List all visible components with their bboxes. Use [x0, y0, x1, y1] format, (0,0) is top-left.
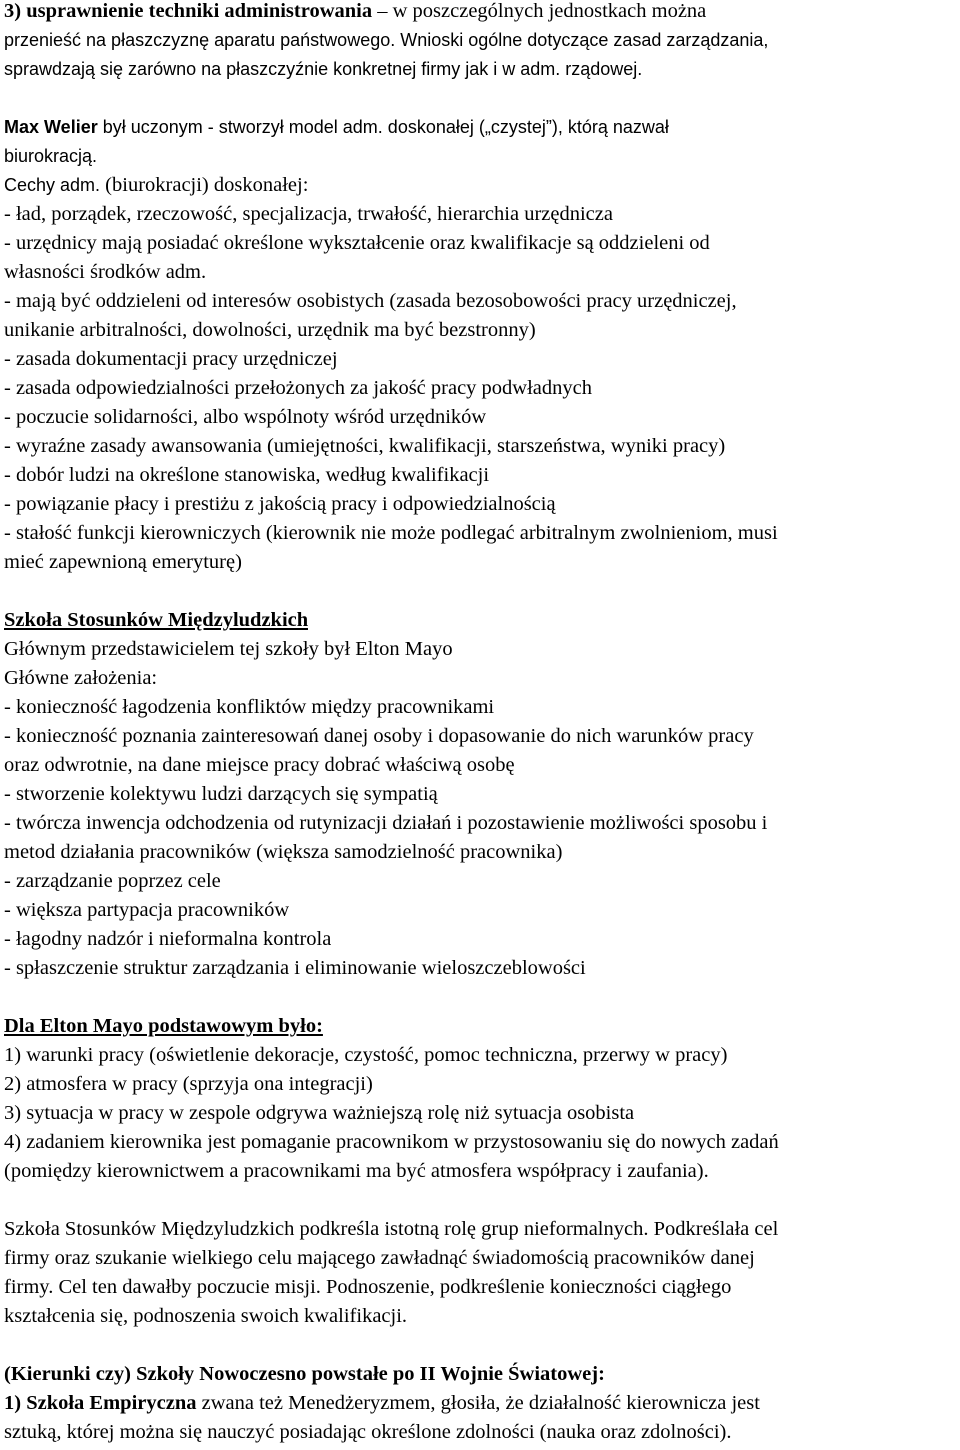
szkola-line: - łagodny nadzór i nieformalna kontrola [4, 928, 332, 950]
cechy-line: unikanie arbitralności, dowolności, urzędnik ma być bezstronny) [4, 319, 536, 341]
cechy-line: - powiązanie płacy i prestiżu z jakością pracy i odpowiedzialnością [4, 493, 556, 515]
cechy-line: mieć zapewnioną emeryturę) [4, 551, 242, 573]
weber-name: Max Welier [4, 117, 98, 137]
cechy-heading [4, 171, 308, 200]
section3-line3: sprawdzają się zarówno na płaszczyźnie konkretnej firmy jak i w adm. rządowej. [4, 59, 643, 79]
cechy-label: Cechy adm. [4, 175, 101, 195]
paragraph-line: firmy oraz szukanie wielkiego celu mającego zawładnąć świadomością pracowników danej [4, 1247, 755, 1269]
cechy-line: własności środków adm. [4, 261, 207, 283]
cechy-line: - zasada dokumentacji pracy urzędniczej [4, 348, 338, 370]
szkola-line: - konieczność łagodzenia konfliktów między pracownikami [4, 696, 495, 718]
section3-heading: usprawnienie techniki administrowania [26, 0, 373, 22]
szkola-line: Głównym przedstawicielem tej szkoły był Elton Mayo [4, 638, 453, 660]
szkola-line: - konieczność poznania zainteresowań danej osoby i dopasowanie do nich warunków pracy [4, 725, 754, 747]
szkola-line: Główne założenia: [4, 667, 158, 689]
szkola-line: - spłaszczenie struktur zarządzania i eliminowanie wieloszczeblowości [4, 957, 586, 979]
cechy-line: - dobór ludzi na określone stanowiska, według kwalifikacji [4, 464, 490, 486]
nowoczesne-item1-text: zwana też Menedżeryzmem, głosiła, że działalność kierownicza jest [196, 1392, 760, 1414]
section3-lead-text: – w poszczególnych jednostkach można [372, 0, 707, 22]
szkola-line: - twórcza inwencja odchodzenia od rutynizacji działań i pozostawienie możliwości sposobu i [4, 812, 768, 834]
section3-line2: przenieść na płaszczyznę aparatu państwowego. Wnioski ogólne dotyczące zasad zarządzania, [4, 30, 769, 50]
weber-line1-text: był uczonym - stworzył model adm. doskonałej („czystej”), którą nazwał [97, 117, 669, 137]
cechy-line: - urzędnicy mają posiadać określone wykształcenie oraz kwalifikacje są oddzieleni od [4, 232, 710, 254]
section3-number: 3) [4, 0, 22, 22]
paragraph-line: Szkoła Stosunków Międzyludzkich podkreśla istotną rolę grup nieformalnych. Podkreślała cel [4, 1218, 779, 1240]
cechy-line: - ład, porządek, rzeczowość, specjalizacja, trwałość, hierarchia urzędnicza [4, 203, 613, 225]
section3-line1 [4, 0, 706, 26]
mayo-line: 4) zadaniem kierownika jest pomaganie pracownikom w przystosowaniu się do nowych zadań [4, 1131, 779, 1153]
paragraph-line: firmy. Cel ten dawałby poczucie misji. Podnoszenie, podkreślenie konieczności ciągłego [4, 1276, 732, 1298]
mayo-line: (pomiędzy kierownictwem a pracownikami ma być atmosfera współpracy i zaufania). [4, 1160, 709, 1182]
szkola-line: - zarządzanie poprzez cele [4, 870, 221, 892]
cechy-line: - wyraźne zasady awansowania (umiejętności, kwalifikacji, starszeństwa, wyniki pracy) [4, 435, 726, 457]
nowoczesne-item1-title: 1) Szkoła Empiryczna [4, 1392, 197, 1414]
cechy-line: - poczucie solidarności, albo wspólnoty wśród urzędników [4, 406, 487, 428]
mayo-line: 3) sytuacja w pracy w zespole odgrywa ważniejszą rolę niż sytuacja osobista [4, 1102, 635, 1124]
szkola-line: - większa partypacja pracowników [4, 899, 290, 921]
nowoczesne-heading: (Kierunki czy) Szkoły Nowoczesno powstałe po II Wojnie Światowej: [4, 1363, 605, 1385]
mayo-line: 1) warunki pracy (oświetlenie dekoracje, czystość, pomoc techniczna, przerwy w pracy) [4, 1044, 728, 1066]
mayo-heading: Dla Elton Mayo podstawowym było: [4, 1015, 323, 1037]
cechy-label-rest: (biurokracji) doskonałej: [100, 174, 309, 196]
paragraph-line: kształcenia się, podnoszenia swoich kwalifikacji. [4, 1305, 408, 1327]
nowoczesne-item1 [4, 1389, 956, 1418]
weber-line2: biurokracją. [4, 146, 98, 166]
cechy-line: - zasada odpowiedzialności przełożonych za jakość pracy podwładnych [4, 377, 592, 399]
cechy-line: - stałość funkcji kierowniczych (kierownik nie może podlegać arbitralnym zwolnieniom, musi [4, 522, 778, 544]
mayo-line: 2) atmosfera w pracy (sprzyja ona integracji) [4, 1073, 373, 1095]
weber-line1 [4, 113, 669, 142]
nowoczesne-item1-line2: sztuką, której można się nauczyć posiadając określone zdolności (nauka oraz zdolności). [4, 1421, 732, 1443]
szkola-line: metod działania pracowników (większa samodzielność pracownika) [4, 841, 563, 863]
szkola-line: - stworzenie kolektywu ludzi darzących się sympatią [4, 783, 438, 805]
cechy-line: - mają być oddzieleni od interesów osobistych (zasada bezosobowości pracy urzędniczej, [4, 290, 737, 312]
szkola-heading: Szkoła Stosunków Międzyludzkich [4, 609, 309, 631]
szkola-line: oraz odwrotnie, na dane miejsce pracy dobrać właściwą osobę [4, 754, 515, 776]
